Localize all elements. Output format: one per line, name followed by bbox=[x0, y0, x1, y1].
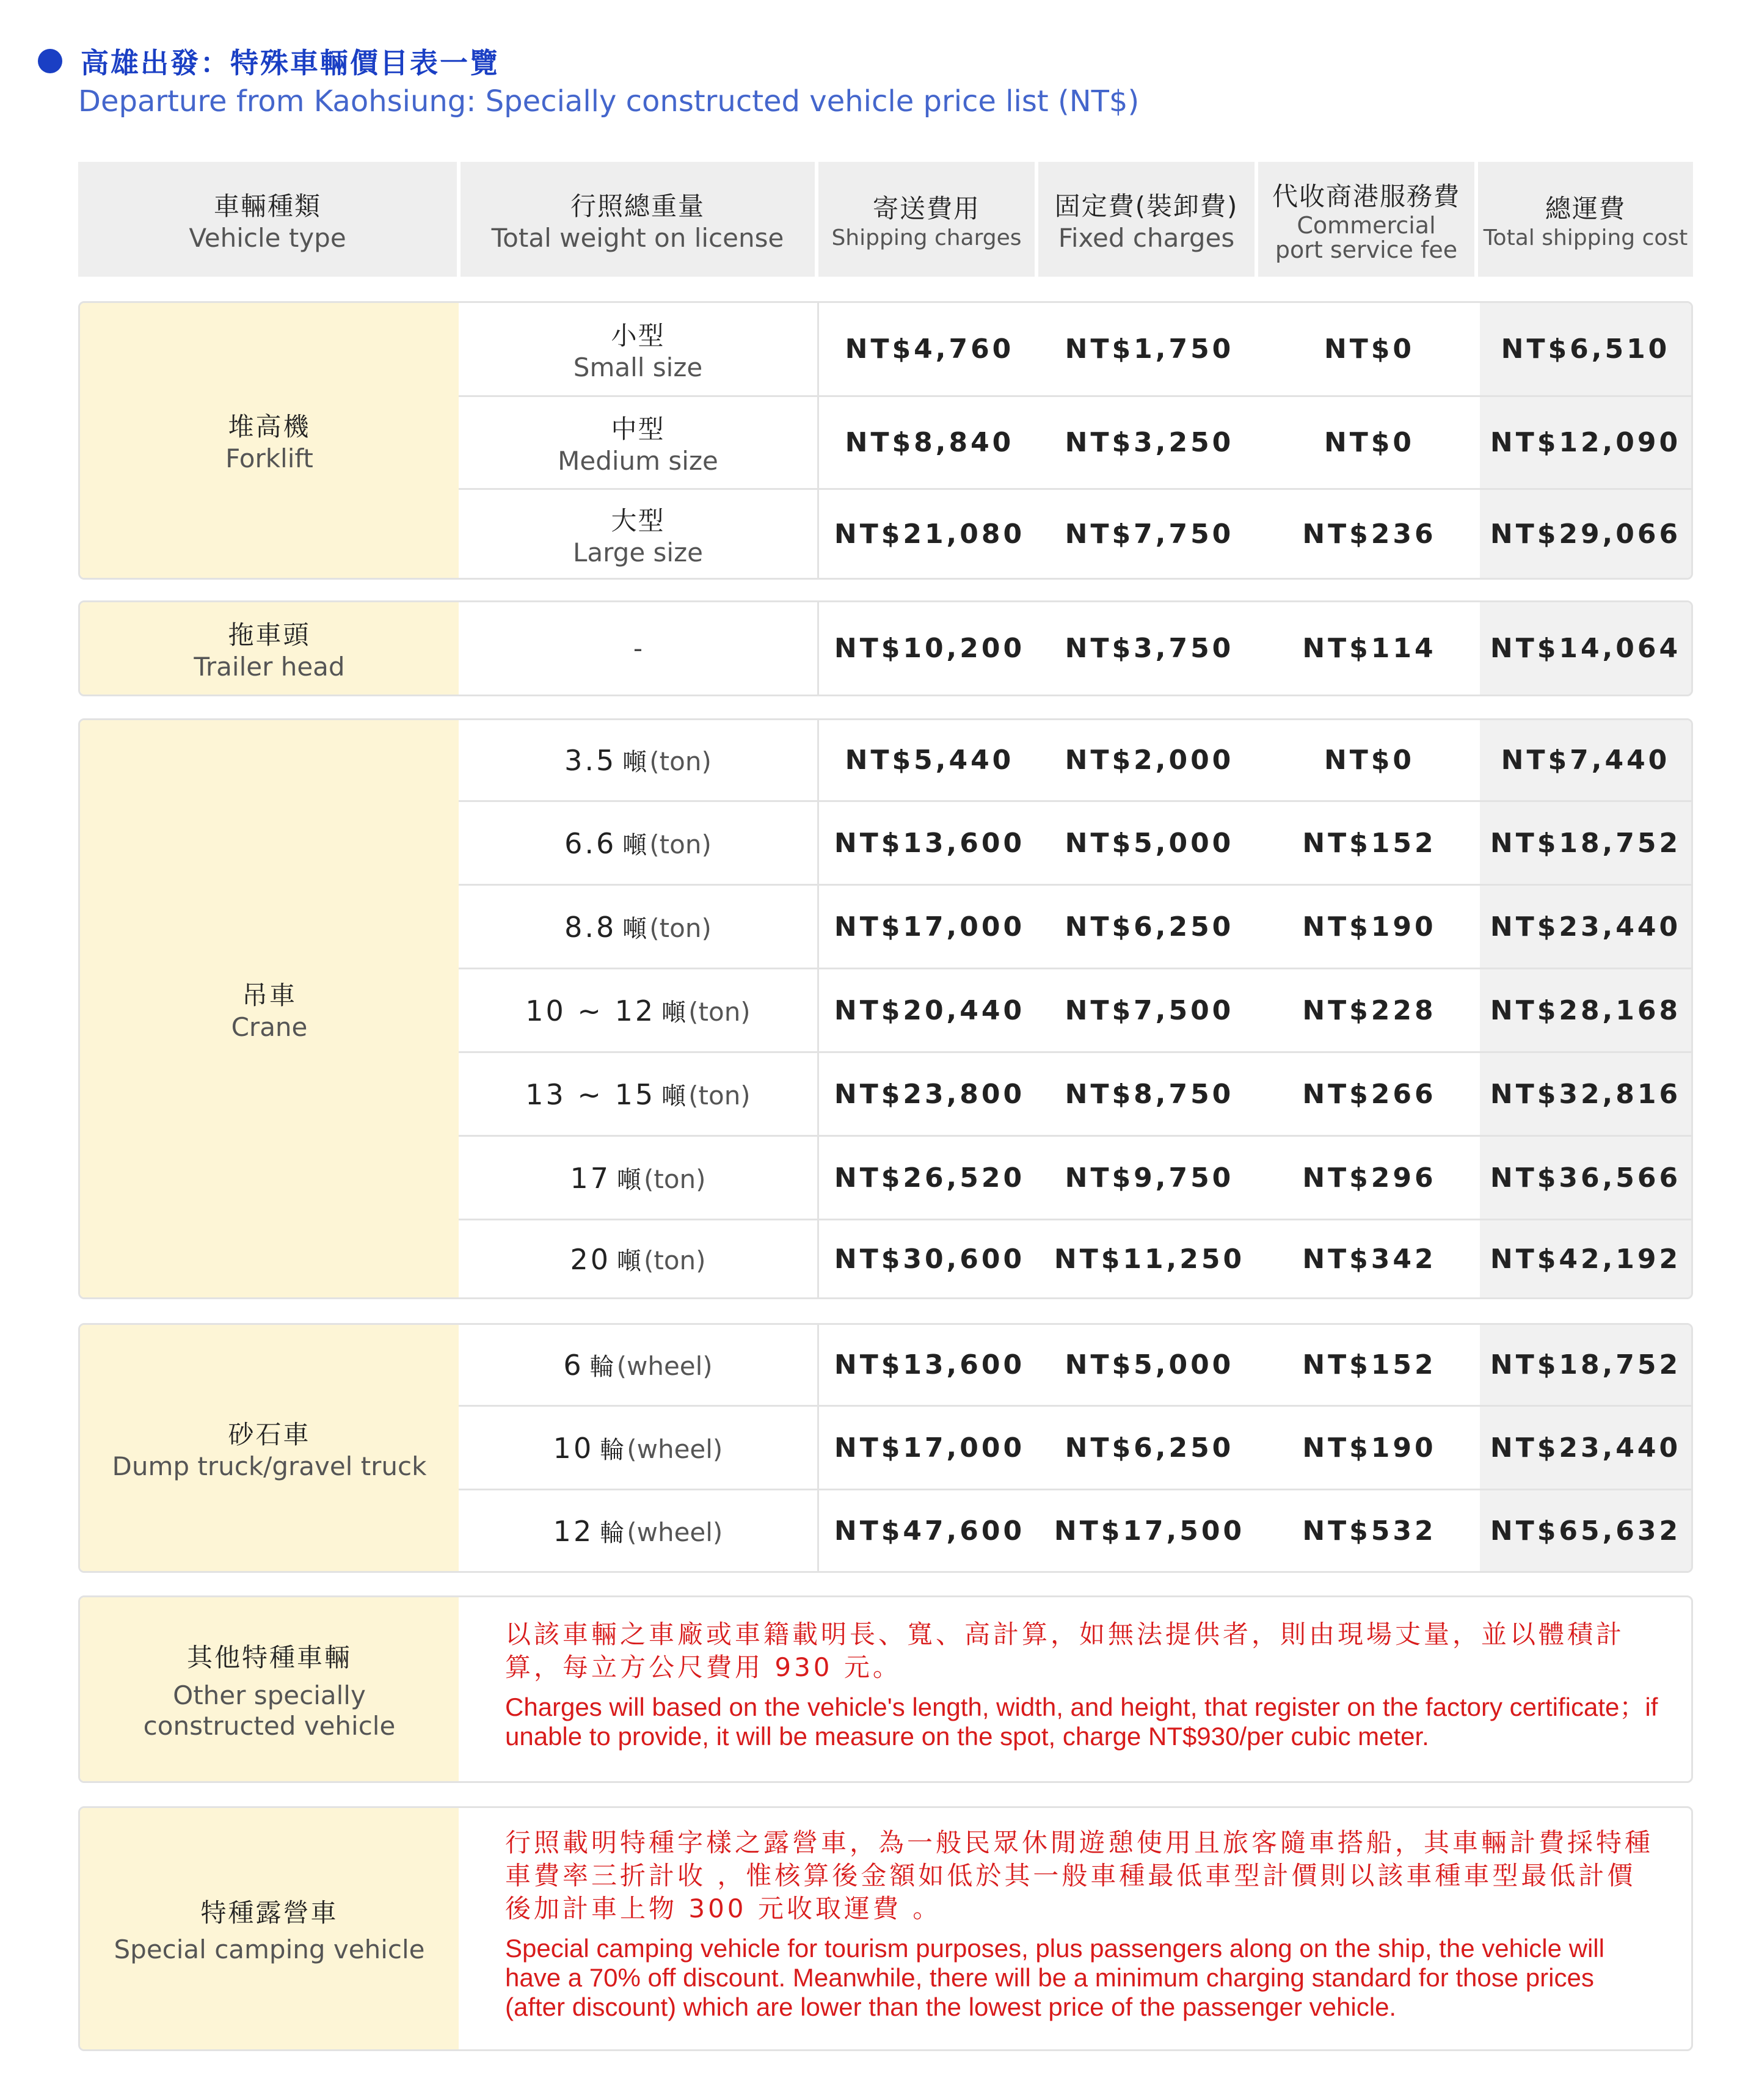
table-row bbox=[459, 1405, 1691, 1489]
type-crane-en: Crane bbox=[231, 1012, 308, 1042]
weight-cell bbox=[459, 1053, 819, 1135]
table-row bbox=[459, 602, 1691, 695]
shipping-price: NT$20,440 bbox=[834, 994, 1025, 1026]
total-price: NT$23,440 bbox=[1490, 911, 1681, 942]
port-fee: NT$0 bbox=[1324, 334, 1415, 365]
type-camping bbox=[80, 1808, 459, 2049]
weight-value: 3.5 bbox=[564, 744, 617, 777]
shipping-price: NT$30,600 bbox=[834, 1243, 1025, 1275]
table-row bbox=[459, 1489, 1691, 1571]
type-camping-en: Special camping vehicle bbox=[114, 1934, 425, 1964]
type-forklift-en: Forklift bbox=[225, 443, 313, 473]
weight-cell bbox=[459, 602, 819, 695]
total-price: NT$65,632 bbox=[1490, 1515, 1681, 1547]
table-row bbox=[459, 1135, 1691, 1219]
port-fee: NT$0 bbox=[1324, 427, 1415, 458]
header-shipping bbox=[818, 162, 1035, 277]
port-fee: NT$190 bbox=[1302, 1432, 1437, 1464]
weight-cell bbox=[459, 969, 819, 1051]
fixed-price: NT$6,250 bbox=[1065, 911, 1234, 942]
weight-cell bbox=[459, 720, 819, 800]
unit-zh: 噸 bbox=[622, 748, 647, 776]
weight-zh: 小型 bbox=[611, 321, 665, 351]
total-price: NT$36,566 bbox=[1490, 1162, 1681, 1194]
header-port-en1: Commercial bbox=[1297, 212, 1436, 239]
table-row bbox=[459, 303, 1691, 395]
unit-en: (ton) bbox=[649, 829, 712, 859]
weight-cell bbox=[459, 490, 819, 578]
weight-value: 8.8 bbox=[564, 910, 617, 944]
port-fee: NT$532 bbox=[1302, 1515, 1437, 1547]
weight-value: 12 bbox=[553, 1514, 594, 1548]
fixed-price: NT$7,750 bbox=[1065, 518, 1234, 550]
weight-cell bbox=[459, 802, 819, 884]
unit-en: (ton) bbox=[643, 1245, 706, 1275]
shipping-price: NT$13,600 bbox=[834, 827, 1025, 859]
type-crane bbox=[80, 720, 459, 1297]
title-zh: 高雄出發：特殊車輛價目表一覽 bbox=[81, 46, 500, 79]
header-weight bbox=[461, 162, 815, 277]
header-vehicle-type bbox=[78, 162, 457, 277]
table-row bbox=[459, 488, 1691, 578]
header-fixed-zh: 固定費(裝卸費) bbox=[1054, 191, 1239, 221]
unit-zh: 噸 bbox=[622, 914, 647, 943]
type-forklift-zh: 堆高機 bbox=[228, 412, 311, 442]
note-other-en: Charges will based on the vehicle's length, width, and height, that register on the factory certificate；if unable to provide, it will be measure on the spot, charge NT$930/per cubic meter. bbox=[505, 1693, 1658, 1751]
table-row bbox=[459, 884, 1691, 968]
weight-cell bbox=[459, 1325, 819, 1405]
header-shipping-en: Shipping charges bbox=[831, 225, 1022, 250]
shipping-price: NT$5,440 bbox=[845, 745, 1014, 776]
fixed-price: NT$5,000 bbox=[1065, 1349, 1234, 1380]
total-price: NT$29,066 bbox=[1490, 518, 1681, 550]
shipping-price: NT$17,000 bbox=[834, 1432, 1025, 1464]
weight-en: Large size bbox=[573, 537, 703, 567]
weight-cell bbox=[459, 1407, 819, 1489]
total-price: NT$7,440 bbox=[1501, 745, 1670, 776]
unit-zh: 噸 bbox=[616, 1165, 641, 1194]
shipping-price: NT$13,600 bbox=[834, 1349, 1025, 1380]
weight-cell bbox=[459, 397, 819, 488]
type-other-en2: constructed vehicle bbox=[143, 1710, 396, 1741]
weight-value: 17 bbox=[570, 1161, 611, 1195]
weight-value: 6 bbox=[563, 1349, 584, 1382]
fixed-price: NT$11,250 bbox=[1054, 1243, 1245, 1275]
weight-value: 13 ~ 15 bbox=[525, 1077, 656, 1111]
port-fee: NT$190 bbox=[1302, 911, 1437, 942]
weight-zh: 中型 bbox=[611, 414, 665, 444]
total-price: NT$32,816 bbox=[1490, 1078, 1681, 1110]
header-shipping-zh: 寄送費用 bbox=[872, 193, 980, 224]
fixed-price: NT$7,500 bbox=[1065, 994, 1234, 1026]
shipping-price: NT$23,800 bbox=[834, 1078, 1025, 1110]
fixed-price: NT$9,750 bbox=[1065, 1162, 1234, 1194]
weight-dash: - bbox=[633, 633, 643, 663]
port-fee: NT$114 bbox=[1302, 633, 1437, 664]
type-forklift bbox=[80, 303, 459, 578]
unit-en: (ton) bbox=[649, 913, 712, 943]
weight-cell bbox=[459, 1490, 819, 1571]
total-price: NT$6,510 bbox=[1501, 334, 1670, 365]
total-price: NT$12,090 bbox=[1490, 427, 1681, 458]
fixed-price: NT$6,250 bbox=[1065, 1432, 1234, 1464]
weight-cell bbox=[459, 1137, 819, 1219]
unit-en: (wheel) bbox=[616, 1351, 713, 1381]
shipping-price: NT$26,520 bbox=[834, 1162, 1025, 1194]
note-camping-zh: 行照載明特種字樣之露營車，為一般民眾休閒遊憩使用且旅客隨車搭船，其車輛計費採特種車費率三折計收 ，惟核算後金額如低於其一般車種最低車型計價則以該車種車型最低計價後加計車上物 300 元收取運費 。 bbox=[505, 1828, 1654, 1923]
port-fee: NT$236 bbox=[1302, 518, 1437, 550]
title-en: Departure from Kaohsiung: Specially constructed vehicle price list (NT$) bbox=[78, 84, 1140, 118]
total-price: NT$18,752 bbox=[1490, 827, 1681, 859]
weight-value: 10 ~ 12 bbox=[525, 994, 656, 1027]
header-port-en2: port service fee bbox=[1275, 236, 1458, 263]
type-crane-zh: 吊車 bbox=[241, 980, 297, 1010]
page-title bbox=[38, 43, 500, 79]
note-other bbox=[505, 1618, 1661, 1751]
note-camping-en: Special camping vehicle for tourism purposes, plus passengers along on the ship, the vehicle will have a 70% off discount. Meanwhile, there will be a minimum charging standard for those prices (after discount) which are lower than the lowest price of the passenger vehicle. bbox=[505, 1934, 1604, 2021]
port-fee: NT$228 bbox=[1302, 994, 1437, 1026]
header-weight-en: Total weight on license bbox=[491, 222, 784, 253]
unit-zh: 輪 bbox=[589, 1353, 614, 1381]
weight-value: 6.6 bbox=[564, 826, 617, 860]
type-trailer-zh: 拖車頭 bbox=[228, 619, 311, 650]
unit-zh: 噸 bbox=[616, 1247, 641, 1275]
total-price: NT$28,168 bbox=[1490, 994, 1681, 1026]
header-total-zh: 總運費 bbox=[1545, 193, 1626, 224]
total-price: NT$14,064 bbox=[1490, 633, 1681, 664]
shipping-price: NT$21,080 bbox=[834, 518, 1025, 550]
unit-en: (ton) bbox=[688, 996, 751, 1027]
fixed-price: NT$5,000 bbox=[1065, 827, 1234, 859]
total-price: NT$18,752 bbox=[1490, 1349, 1681, 1380]
type-other-special bbox=[80, 1597, 459, 1781]
weight-en: Small size bbox=[573, 352, 703, 382]
note-other-zh: 以該車輛之車廠或車籍載明長、寬、高計算，如無法提供者，則由現場丈量，並以體積計算，每立方公尺費用 930 元。 bbox=[505, 1619, 1625, 1682]
type-dump-truck bbox=[80, 1325, 459, 1571]
fixed-price: NT$2,000 bbox=[1065, 745, 1234, 776]
unit-en: (wheel) bbox=[627, 1434, 723, 1464]
table-row bbox=[459, 1219, 1691, 1297]
unit-zh: 噸 bbox=[622, 831, 647, 859]
weight-value: 20 bbox=[570, 1242, 611, 1276]
port-fee: NT$0 bbox=[1324, 745, 1415, 776]
group-forklift bbox=[78, 301, 1693, 580]
unit-en: (ton) bbox=[643, 1164, 706, 1194]
group-dump-truck bbox=[78, 1323, 1693, 1573]
header-vehicle-type-zh: 車輛種類 bbox=[213, 191, 321, 221]
header-total bbox=[1478, 162, 1693, 277]
table-row bbox=[459, 1051, 1691, 1135]
type-dump-zh: 砂石車 bbox=[228, 1419, 311, 1449]
unit-zh: 噸 bbox=[661, 998, 686, 1027]
unit-zh: 噸 bbox=[661, 1082, 686, 1110]
header-fixed-en: Fixed charges bbox=[1058, 222, 1235, 253]
header-vehicle-type-en: Vehicle type bbox=[189, 222, 346, 253]
fixed-price: NT$3,250 bbox=[1065, 427, 1234, 458]
fixed-price: NT$8,750 bbox=[1065, 1078, 1234, 1110]
type-other-en1: Other specially bbox=[173, 1680, 366, 1710]
total-price: NT$42,192 bbox=[1490, 1243, 1681, 1275]
header-port bbox=[1258, 162, 1474, 277]
table-row bbox=[459, 395, 1691, 488]
group-crane bbox=[78, 718, 1693, 1299]
weight-cell bbox=[459, 1220, 819, 1297]
shipping-price: NT$4,760 bbox=[845, 334, 1014, 365]
shipping-price: NT$17,000 bbox=[834, 911, 1025, 942]
type-trailer-en: Trailer head bbox=[194, 651, 345, 682]
shipping-price: NT$47,600 bbox=[834, 1515, 1025, 1547]
fixed-price: NT$1,750 bbox=[1065, 334, 1234, 365]
weight-cell bbox=[459, 303, 819, 395]
weight-en: Medium size bbox=[558, 446, 718, 476]
group-trailer-head bbox=[78, 600, 1693, 696]
port-fee: NT$266 bbox=[1302, 1078, 1437, 1110]
type-other-zh: 其他特種車輛 bbox=[186, 1642, 352, 1672]
shipping-price: NT$10,200 bbox=[834, 633, 1025, 664]
type-camping-zh: 特種露營車 bbox=[200, 1897, 338, 1928]
note-camping bbox=[505, 1826, 1661, 2022]
table-row bbox=[459, 968, 1691, 1051]
table-row bbox=[459, 1325, 1691, 1405]
port-fee: NT$152 bbox=[1302, 827, 1437, 859]
unit-en: (ton) bbox=[688, 1080, 751, 1110]
port-fee: NT$296 bbox=[1302, 1162, 1437, 1194]
group-camping bbox=[78, 1806, 1693, 2051]
group-other-special bbox=[78, 1595, 1693, 1783]
type-trailer-head bbox=[80, 602, 459, 695]
shipping-price: NT$8,840 bbox=[845, 427, 1014, 458]
weight-zh: 大型 bbox=[611, 505, 665, 536]
unit-en: (ton) bbox=[649, 746, 712, 776]
type-dump-en: Dump truck/gravel truck bbox=[112, 1451, 427, 1481]
port-fee: NT$342 bbox=[1302, 1243, 1437, 1275]
unit-zh: 輪 bbox=[600, 1435, 625, 1464]
unit-en: (wheel) bbox=[627, 1517, 723, 1547]
total-price: NT$23,440 bbox=[1490, 1432, 1681, 1464]
weight-value: 10 bbox=[553, 1431, 594, 1465]
header-fixed bbox=[1038, 162, 1255, 277]
header-weight-zh: 行照總重量 bbox=[570, 191, 705, 221]
bullet-dot-icon bbox=[38, 49, 62, 73]
port-fee: NT$152 bbox=[1302, 1349, 1437, 1380]
table-row bbox=[459, 800, 1691, 884]
unit-zh: 輪 bbox=[600, 1518, 625, 1547]
fixed-price: NT$17,500 bbox=[1054, 1515, 1245, 1547]
fixed-price: NT$3,750 bbox=[1065, 633, 1234, 664]
table-row bbox=[459, 720, 1691, 800]
header-port-zh: 代收商港服務費 bbox=[1272, 181, 1460, 211]
weight-cell bbox=[459, 886, 819, 968]
header-total-en: Total shipping cost bbox=[1483, 225, 1688, 250]
